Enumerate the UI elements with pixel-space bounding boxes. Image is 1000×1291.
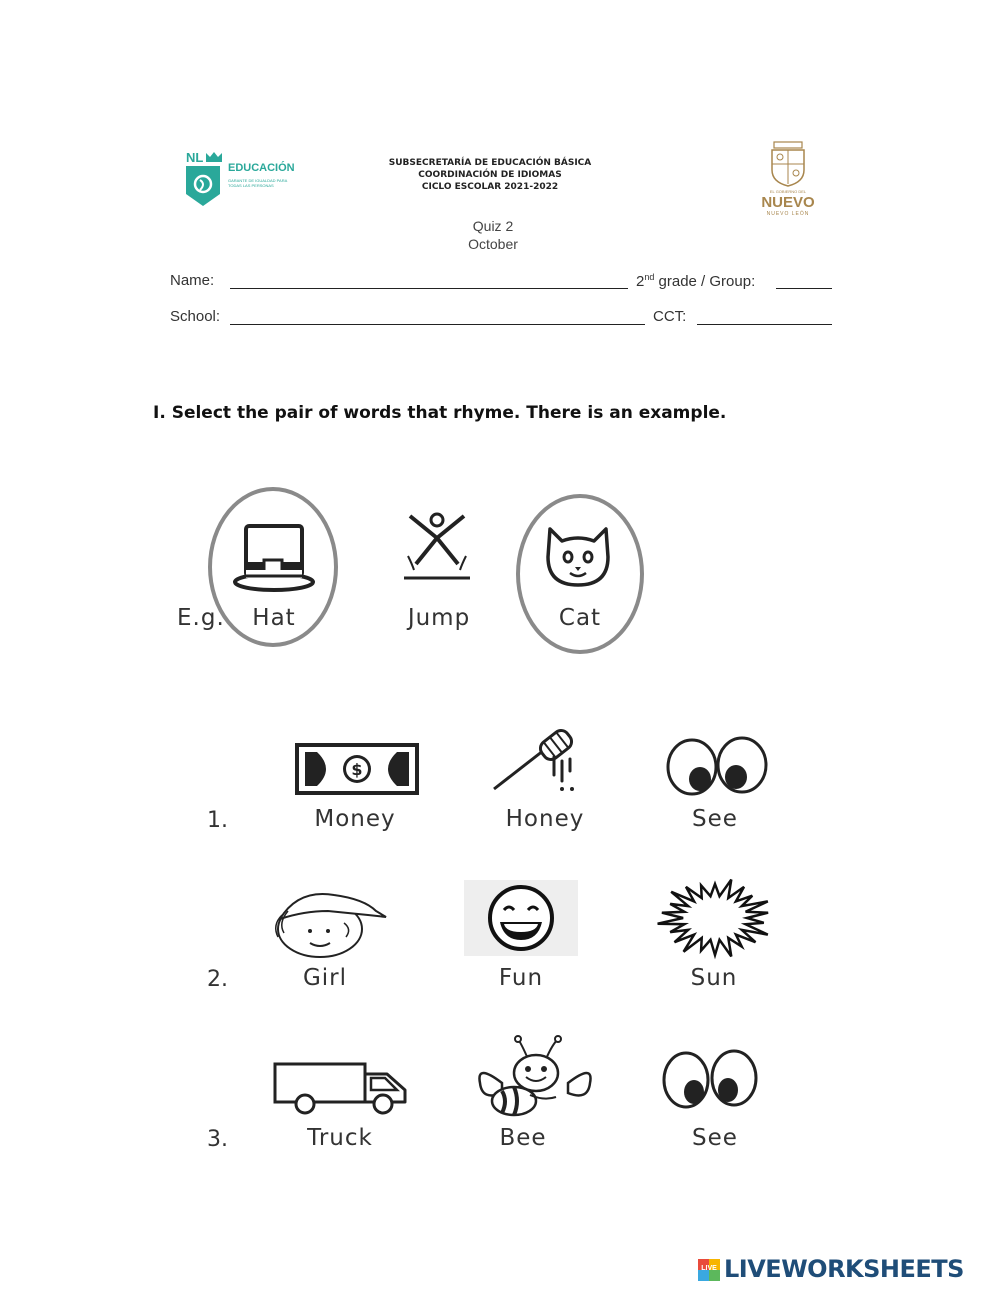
word-see-1[interactable]: See: [692, 806, 738, 832]
question-number-1: 1.: [207, 808, 228, 833]
svg-text:$: $: [351, 760, 363, 779]
eyes-icon[interactable]: [664, 737, 770, 795]
gov-sub-text: NUEVO LEÓN: [766, 211, 810, 217]
header-line-3: CICLO ESCOLAR 2021-2022: [421, 182, 559, 192]
school-label: School:: [170, 308, 221, 325]
hat-icon[interactable]: [234, 524, 314, 592]
girl-icon[interactable]: [268, 885, 392, 959]
example-word-hat[interactable]: Hat: [252, 605, 296, 631]
word-bee[interactable]: Bee: [499, 1125, 547, 1151]
liveworksheets-text: LIVEWORKSHEETS: [724, 1255, 964, 1283]
bee-icon[interactable]: [472, 1035, 596, 1119]
gov-small-text: EL GOBIERNO DEL: [769, 189, 807, 194]
gov-big-text: NUEVO: [761, 194, 815, 211]
word-honey[interactable]: Honey: [505, 806, 585, 832]
header-line-1: SUBSECRETARÍA DE EDUCACIÓN BÁSICA: [388, 158, 592, 168]
sun-icon[interactable]: [650, 876, 780, 960]
grade-label-text: grade / Group:: [654, 273, 756, 290]
name-input-line[interactable]: [230, 288, 628, 289]
grade-group-label: [636, 272, 755, 290]
quiz-title: Quiz 2: [472, 218, 514, 234]
question-number-3: 3.: [207, 1127, 228, 1152]
education-name: EDUCACIÓN: [228, 162, 295, 174]
word-truck[interactable]: Truck: [307, 1125, 373, 1151]
cct-label: CCT:: [653, 308, 687, 325]
education-tagline: GARANTE DE IGUALDAD PARA TODAS LAS PERSONAS: [228, 178, 288, 188]
word-girl[interactable]: Girl: [302, 965, 348, 991]
word-sun[interactable]: Sun: [690, 965, 738, 991]
live-badge-text: LIVE: [701, 1265, 717, 1272]
word-see-2[interactable]: See: [692, 1125, 738, 1151]
cct-input-line[interactable]: [697, 324, 832, 325]
instruction-text: I. Select the pair of words that rhyme. There is an example.: [153, 403, 727, 423]
cat-icon[interactable]: [546, 527, 610, 589]
government-logo: [752, 140, 824, 218]
example-word-cat[interactable]: Cat: [558, 605, 602, 631]
quiz-month: October: [468, 236, 518, 252]
nl-brand-mark: NL: [186, 150, 204, 165]
live-badge: [698, 1259, 720, 1281]
example-label: E.g.: [177, 605, 225, 631]
education-logo: [184, 150, 299, 206]
name-label: Name:: [170, 272, 215, 289]
header-line-2: COORDINACIÓN DE IDIOMAS: [418, 170, 562, 180]
honey-dipper-icon[interactable]: [490, 731, 586, 791]
word-money[interactable]: Money: [314, 806, 396, 832]
smiley-icon[interactable]: [464, 880, 578, 956]
shield-icon: [186, 166, 220, 206]
grade-ordinal: nd: [644, 272, 655, 282]
grade-number: 2: [636, 273, 645, 290]
example-word-jump[interactable]: Jump: [407, 605, 471, 631]
money-icon[interactable]: [295, 743, 419, 795]
question-number-2: 2.: [207, 967, 228, 992]
crown-icon: [206, 152, 222, 162]
school-input-line[interactable]: [230, 324, 645, 325]
jumping-person-icon[interactable]: [402, 512, 472, 582]
truck-icon[interactable]: [273, 1062, 409, 1114]
group-input-line[interactable]: [776, 288, 832, 289]
eyes-icon[interactable]: [660, 1050, 760, 1108]
coat-of-arms-icon: [768, 140, 808, 188]
word-fun[interactable]: Fun: [498, 965, 544, 991]
